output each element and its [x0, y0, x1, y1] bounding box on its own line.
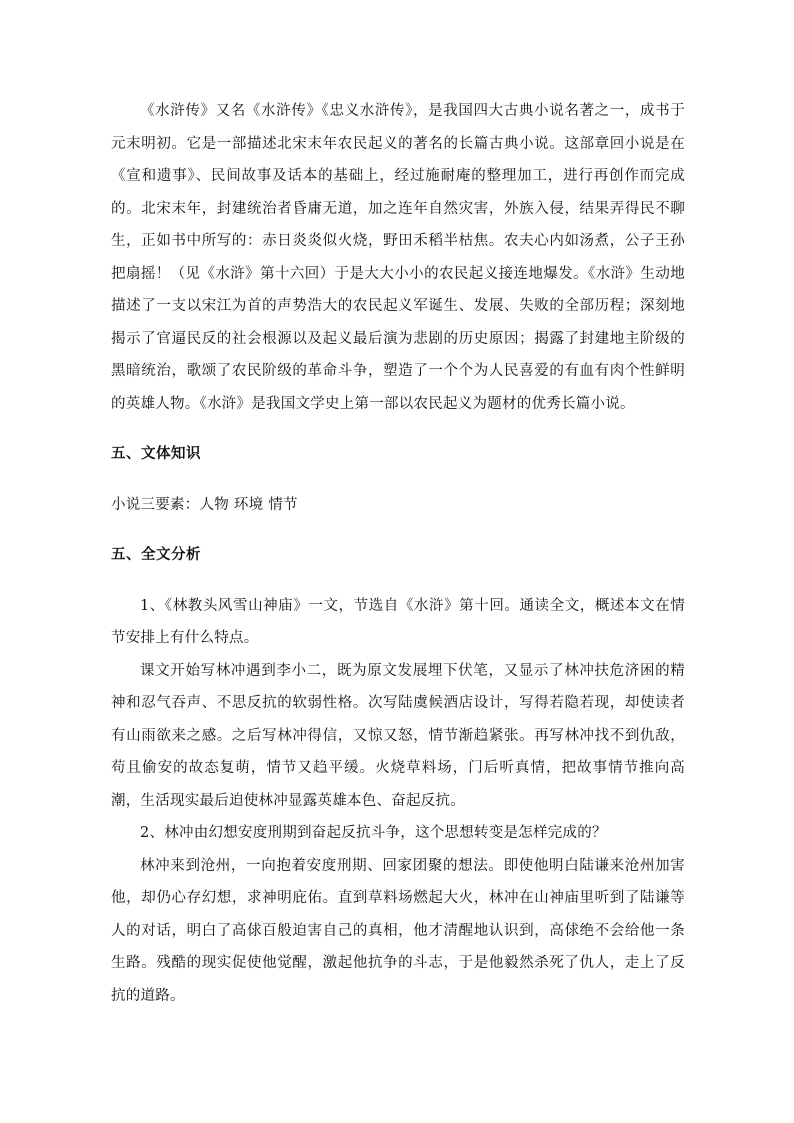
- section-heading-style-knowledge: 五、文体知识: [111, 446, 201, 462]
- question-2: 2、林冲由幻想安度刑期到奋起反抗斗争，这个思想转变是怎样完成的？: [140, 825, 607, 841]
- answer-1: 课文开始写林冲遇到李小二，既为原文发展埋下伏笔，又显示了林冲扶危济困的精神和忍气吞声、不思反抗的软弱性格。次写陆虞候酒店设计，写得若隐若现，却使读者有山雨欲来之感。之后写林冲得信，又惊又怒，情节渐趋紧张。再写林冲找不到仇敌，苟且偷安的故态复萌，情节又趋平缓。火烧草料场，门后听真情，把故事情节推向高潮，生活现实最后迫使林冲显露英雄本色、奋起反抗。: [111, 662, 685, 809]
- intro-paragraph: 《水浒传》又名《水浒传》《忠义水浒传》，是我国四大古典小说名著之一，成书于元末明初。它是一部描述北宋末年农民起义的著名的长篇古典小说。这部章回小说是在《宣和遗事》、民间故事及话本的基础上，经过施耐庵的整理加工，进行再创作而完成的。北宋末年，封建统治者昏庸无道，加之连年自然灾害，外族入侵，结果弄得民不聊生，正如书中所写的：赤日炎炎似火烧，野田禾稻半枯焦。农夫心内如汤煮，公子王孙把扇摇！（见《水浒》第十六回）于是大大小小的农民起义接连地爆发。《水浒》生动地描述了一支以宋江为首的声势浩大的农民起义军诞生、发展、失败的全部历程；深刻地揭示了官逼民反的社会根源以及起义最后演为悲剧的历史原因；揭露了封建地主阶级的黑暗统治，歌颂了农民阶级的革命斗争，塑造了一个个为人民喜爱的有血有肉个性鲜明的英雄人物。《水浒》是我国文学史上第一部以农民起义为题材的优秀长篇小说。: [111, 103, 685, 412]
- section-heading-full-analysis: 五、全文分析: [111, 547, 201, 563]
- document-body: [111, 95, 685, 1012]
- question-1: 1、《林教头风雪山神庙》一文，节选自《水浒》第十回。通读全文，概述本文在情节安排上有什么特点。: [111, 597, 685, 646]
- answer-2: 林冲来到沧州，一向抱着安度刑期、回家团聚的想法。即使他明白陆谦来沧州加害他，却仍心存幻想，求神明庇佑。直到草料场燃起大火，林冲在山神庙里听到了陆谦等人的对话，明白了高俅百般迫害自己的真相，他才清醒地认识到，高俅绝不会给他一条生路。残酷的现实促使他觉醒，激起他抗争的斗志，于是他毅然杀死了仇人，走上了反抗的道路。: [111, 857, 685, 1004]
- style-knowledge-text: 小说三要素：人物 环境 情节: [111, 496, 298, 513]
